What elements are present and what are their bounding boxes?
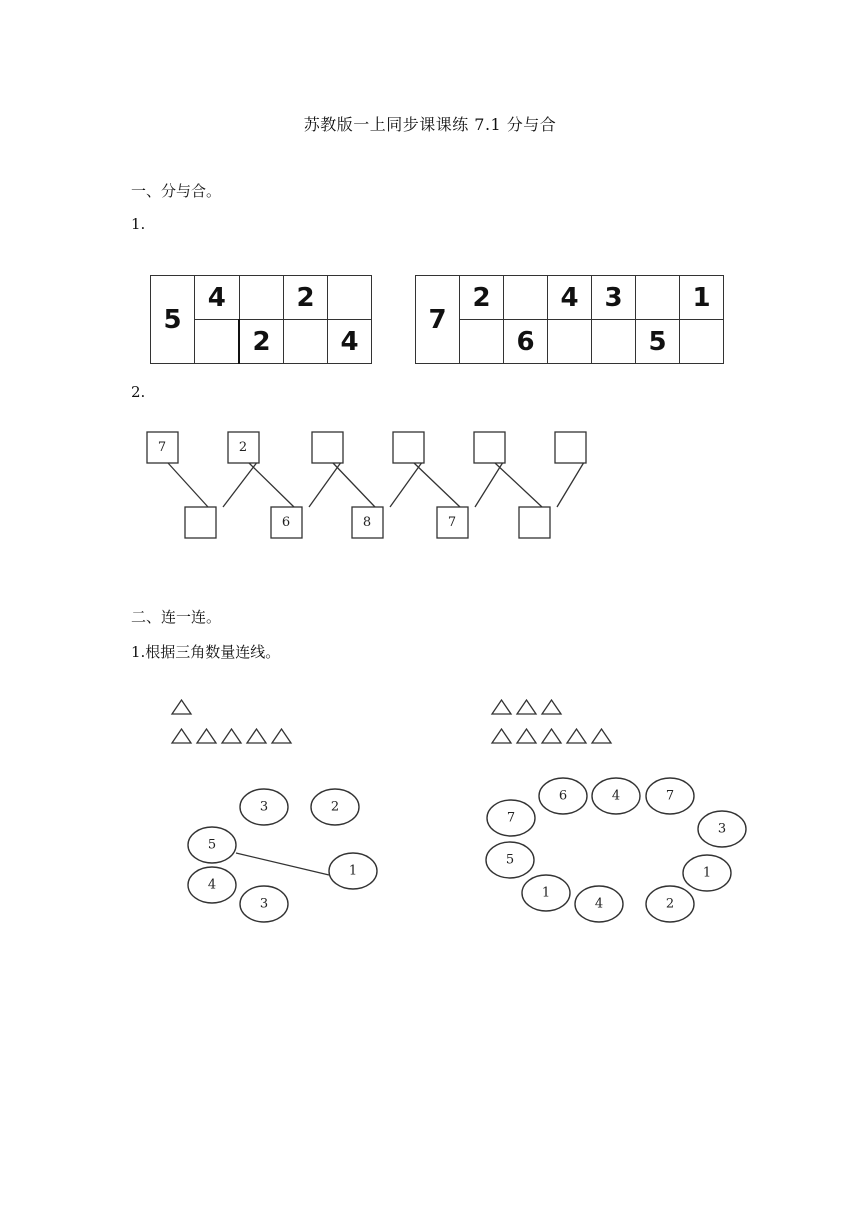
grid-b-bottom-cell[interactable]: 5 <box>636 320 680 364</box>
grid-b-top-cell[interactable]: 3 <box>592 276 636 320</box>
number-circle-label: 3 <box>259 799 269 815</box>
answer-box-top[interactable] <box>393 432 424 463</box>
grid-a-whole: 5 <box>151 276 195 364</box>
bond-line <box>333 463 375 507</box>
number-circle-label: 3 <box>717 821 727 837</box>
bond-line <box>475 463 503 507</box>
grid-b-top-cell[interactable]: 4 <box>548 276 592 320</box>
bond-line <box>390 463 422 507</box>
triangle <box>492 700 511 714</box>
bond-line <box>309 463 341 507</box>
grid-b-top-cell[interactable]: 1 <box>680 276 724 320</box>
number-circle-label: 7 <box>665 788 675 804</box>
triangle <box>517 700 536 714</box>
grid-a-bottom-cell[interactable]: 4 <box>328 320 372 364</box>
triangle <box>172 729 191 743</box>
section-1-heading: 一、分与合。 <box>131 182 222 200</box>
bond-line <box>557 463 584 507</box>
triangle <box>272 729 291 743</box>
grid-a-bottom-cell[interactable]: 2 <box>239 320 284 364</box>
question-1-label: 1. <box>131 215 146 233</box>
answer-box-bottom-value: 6 <box>281 515 291 530</box>
grid-a-top-cell[interactable]: 2 <box>284 276 328 320</box>
answer-box-top[interactable] <box>312 432 343 463</box>
number-circle-label: 5 <box>505 852 515 868</box>
answer-box-bottom[interactable] <box>519 507 550 538</box>
triangle <box>592 729 611 743</box>
triangle <box>542 700 561 714</box>
bond-line <box>249 463 294 507</box>
number-circle-label: 5 <box>207 837 217 853</box>
question-2-1-label: 1.根据三角数量连线。 <box>131 643 281 661</box>
answer-box-bottom[interactable] <box>185 507 216 538</box>
answer-box-bottom-value: 7 <box>447 515 457 530</box>
number-circle-label: 3 <box>259 896 269 912</box>
answer-box-top-value: 2 <box>238 440 248 455</box>
number-circle-label: 4 <box>207 877 217 893</box>
triangle <box>222 729 241 743</box>
triangle <box>492 729 511 743</box>
triangle <box>247 729 266 743</box>
answer-box-top-value: 7 <box>157 440 167 455</box>
number-circle-label: 4 <box>594 896 604 912</box>
bond-line <box>414 463 460 507</box>
page-title: 苏教版一上同步课课练 7.1 分与合 <box>303 115 557 134</box>
number-circle-label: 7 <box>506 810 516 826</box>
connect-line <box>236 853 329 875</box>
grid-b-top-cell[interactable]: 2 <box>460 276 504 320</box>
answer-box-top[interactable] <box>555 432 586 463</box>
number-circle-label: 1 <box>702 865 712 881</box>
answer-box-bottom-value: 8 <box>362 515 372 530</box>
number-circle-label: 2 <box>665 896 675 912</box>
number-circle-label: 1 <box>348 863 358 879</box>
triangle <box>542 729 561 743</box>
bond-line <box>223 463 257 507</box>
triangle <box>517 729 536 743</box>
grid-b-bottom-cell[interactable]: 6 <box>504 320 548 364</box>
bond-line <box>495 463 542 507</box>
triangle <box>197 729 216 743</box>
section-2-heading: 二、连一连。 <box>131 608 222 626</box>
grid-b-whole: 7 <box>416 276 460 364</box>
bond-line <box>168 463 208 507</box>
number-circle-label: 4 <box>611 788 621 804</box>
triangle <box>172 700 191 714</box>
number-circle-label: 1 <box>541 885 551 901</box>
number-circle-label: 2 <box>330 799 340 815</box>
question-2-label: 2. <box>131 383 146 401</box>
grid-a-top-cell[interactable]: 4 <box>195 276 240 320</box>
triangle <box>567 729 586 743</box>
number-circle-label: 6 <box>558 788 568 804</box>
answer-box-top[interactable] <box>474 432 505 463</box>
